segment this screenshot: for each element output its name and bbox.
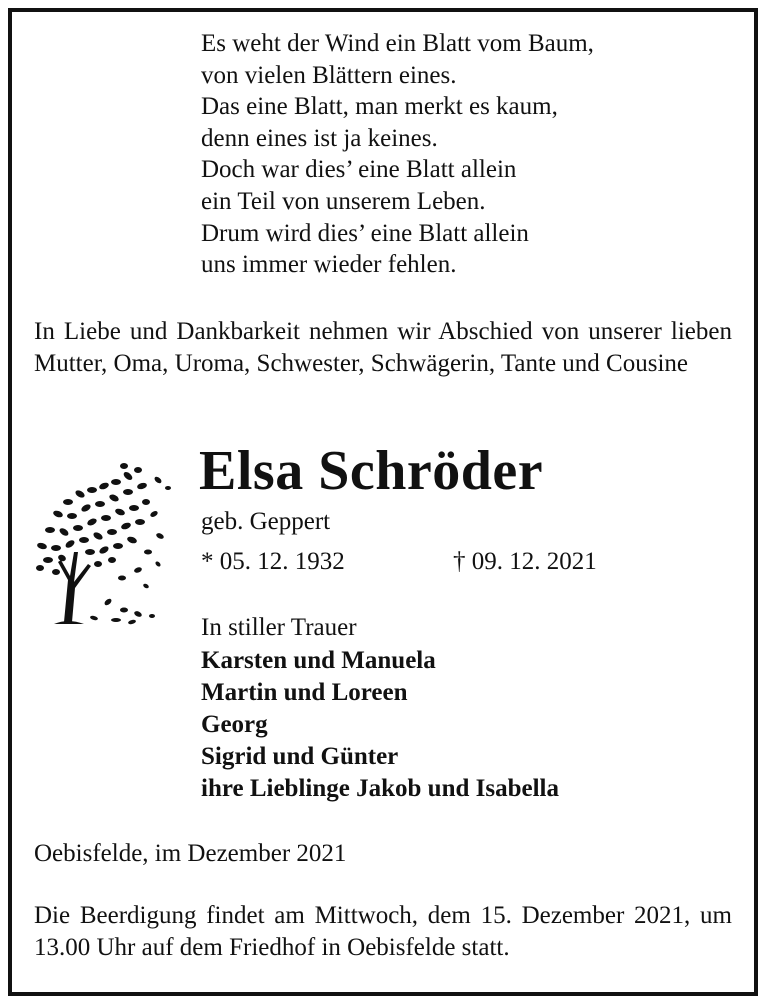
poem-line: Drum wird dies’ eine Blatt allein: [201, 219, 529, 247]
mourner: Sigrid und Günter: [201, 743, 399, 770]
funeral-info: Die Beerdigung findet am Mittwoch, dem 15. Dezember 2021, um 13.00 Uhr auf dem Friedhof in Oebisfelde statt.: [34, 902, 732, 961]
mourning-label: In stiller Trauer: [201, 614, 357, 641]
mourners-list: [201, 645, 559, 805]
poem-line: Doch war dies’ eine Blatt allein: [201, 156, 517, 184]
place-date: Oebisfelde, im Dezember 2021: [34, 840, 347, 867]
poem-line: von vielen Blättern eines.: [201, 61, 457, 89]
birth-date: * 05. 12. 1932: [201, 548, 345, 575]
maiden-name: geb. Geppert: [201, 508, 331, 535]
poem-line: Es weht der Wind ein Blatt vom Baum,: [201, 30, 594, 57]
poem: [201, 28, 594, 281]
mourner: Martin und Loreen: [201, 679, 408, 706]
poem-line: Das eine Blatt, man merkt es kaum,: [201, 93, 558, 121]
poem-line: uns immer wieder fehlen.: [201, 251, 457, 279]
poem-line: denn eines ist ja keines.: [201, 124, 438, 152]
mourner: Karsten und Manuela: [201, 647, 436, 674]
intro-text: In Liebe und Dankbarkeit nehmen wir Abschied von unserer lieben Mutter, Oma, Uroma, Schwester, Schwägerin, Tante und Cousine: [34, 318, 732, 377]
deceased-name: Elsa Schröder: [199, 440, 544, 502]
tree-with-falling-leaves-icon: [28, 452, 178, 630]
mourner: Georg: [201, 711, 268, 738]
death-date: † 09. 12. 2021: [453, 548, 597, 575]
poem-line: ein Teil von unserem Leben.: [201, 187, 486, 215]
mourner: ihre Lieblinge Jakob und Isabella: [201, 775, 559, 802]
